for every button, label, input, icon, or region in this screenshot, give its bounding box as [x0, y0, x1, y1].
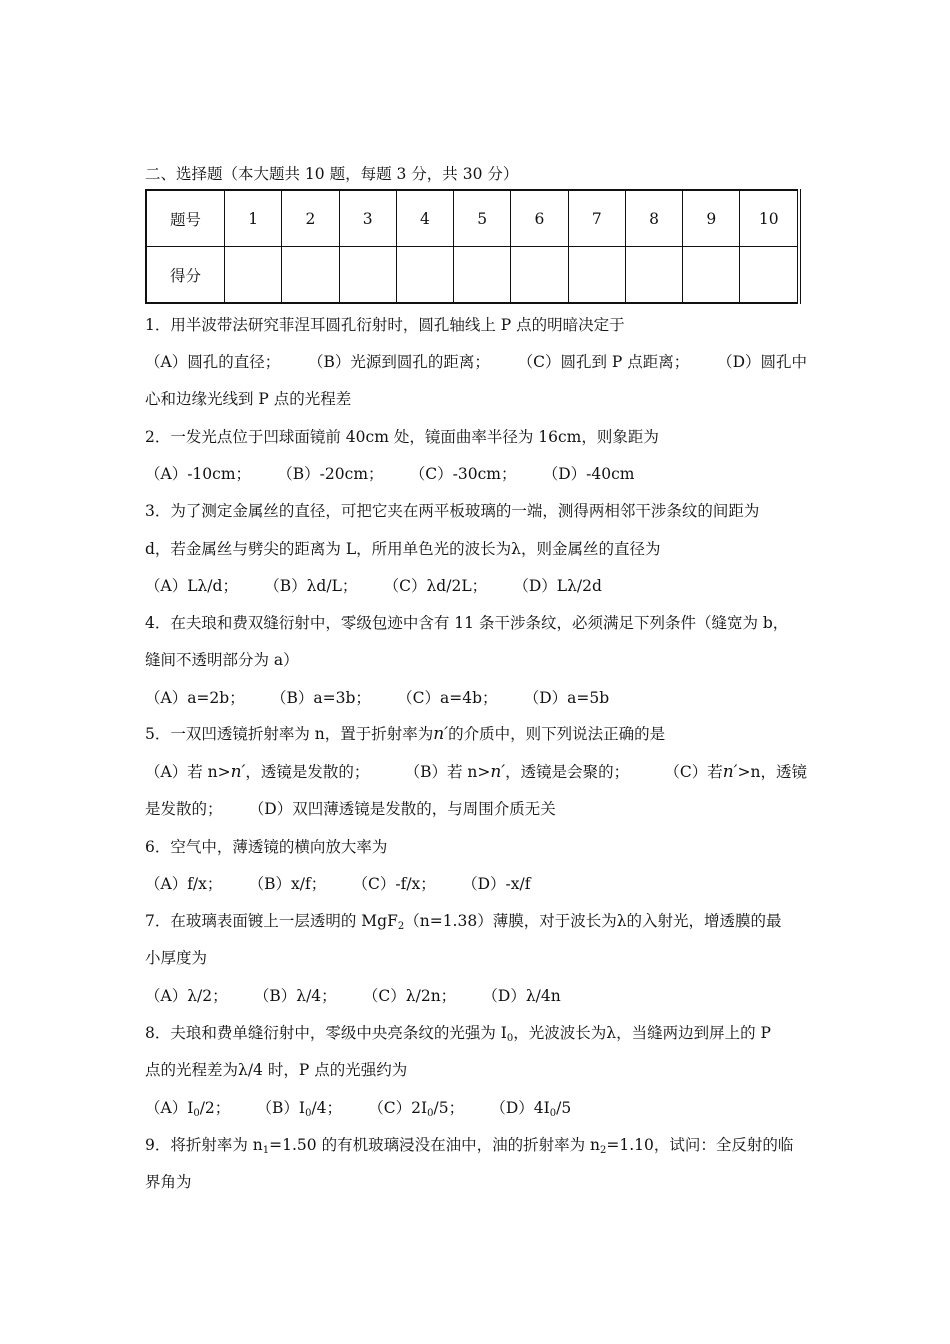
q8-option-c-text: （C）2I: [376, 1099, 428, 1117]
score-table-row-scores: [146, 247, 799, 304]
q5-options: [145, 760, 807, 782]
subscript: 0: [305, 1108, 312, 1119]
score-cell: [339, 247, 396, 304]
score-cell: [568, 247, 625, 304]
q8-option-b-text-end: /4；: [311, 1099, 343, 1117]
q6-option-a: （A）f/x；: [145, 875, 223, 893]
row-label-question-number: 题号: [146, 190, 225, 247]
q9-stem: [145, 1133, 793, 1155]
score-table-row-numbers: [146, 190, 799, 247]
q3-stem-continued: d，若金属丝与劈尖的距离为 L，所用单色光的波长为λ，则金属丝的直径为: [145, 540, 661, 558]
q1-option-d: （D）圆孔中: [717, 353, 807, 371]
q8-options: [145, 1096, 571, 1118]
q5-options-continued: [145, 797, 556, 819]
n-prime-symbol: n′: [490, 762, 506, 782]
table-cell: 4: [396, 190, 453, 247]
q5-stem-text: 5．一双凹透镜折射率为 n，置于折射率为: [145, 725, 434, 743]
q8-stem-text: 8．夫琅和费单缝衍射中，零级中央亮条纹的光强为 I: [145, 1024, 507, 1042]
q7-option-c: （C）λ/2n；: [370, 987, 457, 1005]
q3-option-d: （D）Lλ/2d: [521, 577, 602, 595]
q8-option-a-text-end: /2；: [199, 1099, 231, 1117]
section-title: 二、选择题（本大题共 10 题，每题 3 分，共 30 分）: [145, 165, 519, 183]
q6-options: [145, 872, 530, 894]
q6-stem: 6．空气中，薄透镜的横向放大率为: [145, 838, 388, 856]
q5-option-d: （D）双凹薄透镜是发散的，与周围介质无关: [256, 800, 556, 818]
q3-stem: 3．为了测定金属丝的直径，可把它夹在两平板玻璃的一端，测得两相邻干涉条纹的间距为: [145, 502, 760, 520]
q1-options: [145, 350, 807, 372]
row-label-score: 得分: [146, 247, 225, 304]
q9-stem-text-mid: =1.50 的有机玻璃浸没在油中，油的折射率为 n: [269, 1136, 600, 1154]
q8-option-c: [376, 1099, 464, 1117]
q5-option-c-text-end: >n，透镜: [737, 763, 807, 781]
table-cell: 6: [511, 190, 568, 247]
q2-option-b: （B）-20cm；: [285, 465, 384, 483]
q4-option-b: （B）a=3b；: [278, 689, 371, 707]
q5-option-a-text-end: ，透镜是发散的；: [245, 763, 370, 781]
q4-stem: 4．在夫琅和费双缝衍射中，零级包迹中含有 11 条干涉条纹，必须满足下列条件（缝宽为 b，: [145, 614, 789, 632]
q7-options: [145, 984, 561, 1006]
q3-option-b: （B）λd/L；: [271, 577, 358, 595]
q7-option-b: （B）λ/4；: [261, 987, 337, 1005]
score-table: [145, 189, 801, 304]
q5-option-c-text: （C）若: [664, 763, 723, 781]
q2-option-c: （C）-30cm；: [417, 465, 517, 483]
q9-stem-text: 9．将折射率为 n: [145, 1136, 263, 1154]
q5-stem-text-end: 的介质中，则下列说法正确的是: [448, 725, 666, 743]
q8-stem-continued: 点的光程差为λ/4 时，P 点的光强约为: [145, 1061, 408, 1079]
table-cell: 10: [740, 190, 799, 247]
q5-option-c: [664, 760, 807, 782]
q1-option-d-continued: 心和边缘光线到 P 点的光程差: [145, 390, 352, 408]
q5-option-b-text: （B）若 n>: [404, 763, 491, 781]
q4-stem-continued: 缝间不透明部分为 a）: [145, 651, 299, 669]
subscript: 1: [262, 1145, 270, 1156]
q1-option-c: （C）圆孔到 P 点距离；: [517, 353, 690, 371]
q7-option-d: （D）λ/4n: [490, 987, 561, 1005]
q8-option-d-text-end: /5: [556, 1099, 572, 1117]
subscript: 0: [193, 1108, 200, 1119]
subscript: 2: [397, 921, 405, 932]
q9-stem-continued: 界角为: [145, 1173, 192, 1191]
q2-option-d: （D）-40cm: [550, 465, 635, 483]
q8-option-a-text: （A）I: [145, 1099, 194, 1117]
q8-option-d: [498, 1099, 571, 1117]
q5-option-b-text-end: ，透镜是会聚的；: [505, 763, 630, 781]
n-prime-symbol: n′: [433, 724, 449, 744]
subscript: 0: [506, 1033, 514, 1044]
table-cell: 5: [454, 190, 511, 247]
q7-stem-text: 7．在玻璃表面镀上一层透明的 MgF: [145, 912, 398, 930]
score-cell: [740, 247, 799, 304]
score-cell: [625, 247, 682, 304]
q5-option-a-text: （A）若 n>: [145, 763, 231, 781]
q3-option-a: （A）Lλ/d；: [145, 577, 238, 595]
score-cell: [683, 247, 740, 304]
q8-option-b: [264, 1099, 342, 1117]
q7-stem: [145, 909, 782, 931]
q8-option-c-text-end: /5；: [433, 1099, 465, 1117]
table-cell: 7: [568, 190, 625, 247]
q8-stem: [145, 1021, 771, 1043]
score-cell: [454, 247, 511, 304]
q4-options: [145, 686, 609, 708]
n-prime-symbol: n′: [230, 762, 246, 782]
q8-option-b-text: （B）I: [264, 1099, 306, 1117]
q6-option-b: （B）x/f；: [256, 875, 327, 893]
q1-option-b: （B）光源到圆孔的距离；: [307, 353, 490, 371]
q4-option-a: （A）a=2b；: [145, 689, 245, 707]
q7-stem-continued: 小厚度为: [145, 949, 208, 967]
table-cell: 2: [282, 190, 339, 247]
q2-options: [145, 462, 635, 484]
q8-option-d-text: （D）4I: [498, 1099, 550, 1117]
table-cell: 9: [683, 190, 740, 247]
table-cell: 3: [339, 190, 396, 247]
subscript: 0: [427, 1108, 434, 1119]
q2-option-a: （A）-10cm；: [145, 465, 252, 483]
q1-option-a: （A）圆孔的直径；: [145, 353, 281, 371]
q5-stem: [145, 722, 665, 744]
q8-option-a: [145, 1099, 230, 1117]
score-cell: [511, 247, 568, 304]
subscript: 2: [600, 1145, 607, 1156]
score-cell: [225, 247, 282, 304]
q6-option-d: （D）-x/f: [469, 875, 531, 893]
table-cell: 1: [225, 190, 282, 247]
score-cell: [396, 247, 453, 304]
subscript: 0: [549, 1108, 557, 1119]
q3-option-c: （C）λd/2L；: [391, 577, 488, 595]
q6-option-c: （C）-f/x；: [360, 875, 436, 893]
q7-stem-text-end: （n=1.38）薄膜，对于波长为λ的入射光，增透膜的最: [404, 912, 782, 930]
q4-option-c: （C）a=4b；: [404, 689, 498, 707]
q8-stem-text-end: ，光波波长为λ，当缝两边到屏上的 P: [513, 1024, 771, 1042]
q7-option-a: （A）λ/2；: [145, 987, 228, 1005]
score-cell: [282, 247, 339, 304]
q4-option-d: （D）a=5b: [531, 689, 610, 707]
q2-stem: 2．一发光点位于凹球面镜前 40cm 处，镜面曲率半径为 16cm，则象距为: [145, 428, 659, 446]
q5-option-c-continued: 是发散的；: [145, 800, 223, 818]
q5-option-b: [405, 760, 630, 782]
q1-stem: 1．用半波带法研究菲涅耳圆孔衍射时，圆孔轴线上 P 点的明暗决定于: [145, 316, 625, 334]
q3-options: [145, 574, 602, 596]
table-cell: 8: [625, 190, 682, 247]
n-prime-symbol: n′: [722, 762, 738, 782]
q5-option-a: [145, 760, 369, 782]
q9-stem-text-end: =1.10，试问：全反射的临: [606, 1136, 794, 1154]
